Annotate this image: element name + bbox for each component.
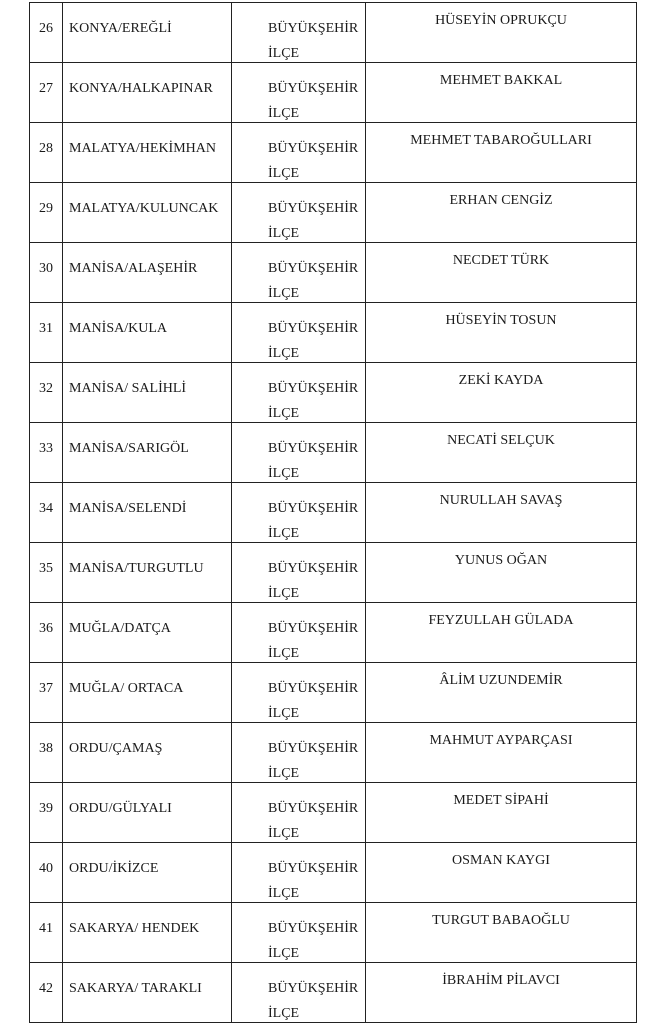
location: KONYA/HALKAPINAR xyxy=(69,81,213,96)
mayor-name: TURGUT BABAOĞLU xyxy=(432,913,570,928)
mayor-name: HÜSEYİN TOSUN xyxy=(445,313,557,328)
row-number: 26 xyxy=(39,21,53,36)
location-cell xyxy=(63,603,232,663)
location: MANİSA/SARIGÖL xyxy=(69,441,189,456)
location-cell xyxy=(63,423,232,483)
location-cell xyxy=(63,3,232,63)
row-number-cell xyxy=(30,183,63,243)
type-line-1: BÜYÜKŞEHİR xyxy=(268,201,359,216)
type-line-2: İLÇE xyxy=(268,706,300,721)
row-number-cell xyxy=(30,363,63,423)
name-cell xyxy=(366,243,637,303)
mayor-name: OSMAN KAYGI xyxy=(452,853,550,868)
location: MANİSA/SELENDİ xyxy=(69,501,187,516)
row-number-cell xyxy=(30,963,63,1023)
table-row xyxy=(30,843,637,903)
location-cell xyxy=(63,483,232,543)
name-cell xyxy=(366,783,637,843)
type-line-1: BÜYÜKŞEHİR xyxy=(268,321,359,336)
row-number-cell xyxy=(30,63,63,123)
type-line-1: BÜYÜKŞEHİR xyxy=(268,681,359,696)
mayor-name: MAHMUT AYPARÇASI xyxy=(429,733,573,748)
mayor-name: NECATİ SELÇUK xyxy=(447,433,555,448)
name-cell xyxy=(366,183,637,243)
name-cell xyxy=(366,3,637,63)
mayor-table xyxy=(29,2,637,1023)
name-cell xyxy=(366,123,637,183)
row-number: 34 xyxy=(39,501,53,516)
location: MALATYA/KULUNCAK xyxy=(69,201,219,216)
type-line-2: İLÇE xyxy=(268,1006,300,1021)
location-cell xyxy=(63,183,232,243)
type-line-1: BÜYÜKŞEHİR xyxy=(268,561,359,576)
table-row xyxy=(30,483,637,543)
location: ORDU/GÜLYALI xyxy=(69,801,172,816)
mayor-name: YUNUS OĞAN xyxy=(454,553,548,568)
location-cell xyxy=(63,303,232,363)
type-line-2: İLÇE xyxy=(268,466,300,481)
name-cell xyxy=(366,843,637,903)
name-cell xyxy=(366,363,637,423)
row-number: 38 xyxy=(39,741,53,756)
table-row xyxy=(30,303,637,363)
type-cell xyxy=(232,543,366,603)
location-cell xyxy=(63,663,232,723)
row-number-cell xyxy=(30,723,63,783)
location: ORDU/İKİZCE xyxy=(69,861,159,876)
row-number-cell xyxy=(30,123,63,183)
row-number-cell xyxy=(30,423,63,483)
table-row xyxy=(30,63,637,123)
table-row xyxy=(30,603,637,663)
table-row xyxy=(30,663,637,723)
mayor-name: MEHMET BAKKAL xyxy=(439,73,563,88)
location: MANİSA/KULA xyxy=(69,321,167,336)
mayor-name: FEYZULLAH GÜLADA xyxy=(428,613,574,628)
location: MALATYA/HEKİMHAN xyxy=(69,141,216,156)
type-line-2: İLÇE xyxy=(268,526,300,541)
type-line-2: İLÇE xyxy=(268,946,300,961)
type-cell xyxy=(232,243,366,303)
location: MANİSA/ SALİHLİ xyxy=(69,381,187,396)
type-cell xyxy=(232,843,366,903)
row-number: 36 xyxy=(39,621,53,636)
row-number-cell xyxy=(30,903,63,963)
type-line-2: İLÇE xyxy=(268,406,300,421)
table-row xyxy=(30,903,637,963)
type-line-2: İLÇE xyxy=(268,646,300,661)
location: SAKARYA/ TARAKLI xyxy=(69,981,202,996)
name-cell xyxy=(366,303,637,363)
type-line-1: BÜYÜKŞEHİR xyxy=(268,381,359,396)
row-number-cell xyxy=(30,243,63,303)
location: KONYA/EREĞLİ xyxy=(69,21,172,36)
location: MUĞLA/DATÇA xyxy=(69,621,171,636)
row-number: 31 xyxy=(39,321,53,336)
row-number: 32 xyxy=(39,381,53,396)
type-cell xyxy=(232,783,366,843)
row-number-cell xyxy=(30,543,63,603)
type-line-2: İLÇE xyxy=(268,286,300,301)
name-cell xyxy=(366,483,637,543)
row-number-cell xyxy=(30,303,63,363)
location: MANİSA/TURGUTLU xyxy=(69,561,204,576)
type-cell xyxy=(232,363,366,423)
table-row xyxy=(30,543,637,603)
name-cell xyxy=(366,423,637,483)
row-number-cell xyxy=(30,783,63,843)
type-line-1: BÜYÜKŞEHİR xyxy=(268,741,359,756)
row-number-cell xyxy=(30,603,63,663)
row-number-cell xyxy=(30,3,63,63)
type-line-2: İLÇE xyxy=(268,106,300,121)
type-cell xyxy=(232,963,366,1023)
type-cell xyxy=(232,63,366,123)
mayor-name: ERHAN CENGİZ xyxy=(449,193,553,208)
location: MANİSA/ALAŞEHİR xyxy=(69,261,198,276)
type-cell xyxy=(232,183,366,243)
type-line-2: İLÇE xyxy=(268,766,300,781)
name-cell xyxy=(366,543,637,603)
type-line-1: BÜYÜKŞEHİR xyxy=(268,801,359,816)
location-cell xyxy=(63,543,232,603)
type-cell xyxy=(232,723,366,783)
table-row xyxy=(30,723,637,783)
type-line-1: BÜYÜKŞEHİR xyxy=(268,141,359,156)
type-line-2: İLÇE xyxy=(268,46,300,61)
row-number: 29 xyxy=(39,201,53,216)
type-line-1: BÜYÜKŞEHİR xyxy=(268,861,359,876)
type-line-1: BÜYÜKŞEHİR xyxy=(268,501,359,516)
location: SAKARYA/ HENDEK xyxy=(69,921,200,936)
mayor-name: ÂLİM UZUNDEMİR xyxy=(439,673,563,688)
type-line-1: BÜYÜKŞEHİR xyxy=(268,921,359,936)
table-row xyxy=(30,183,637,243)
name-cell xyxy=(366,963,637,1023)
table-row xyxy=(30,963,637,1023)
table-row xyxy=(30,3,637,63)
row-number: 37 xyxy=(39,681,53,696)
row-number: 39 xyxy=(39,801,53,816)
type-line-2: İLÇE xyxy=(268,346,300,361)
type-cell xyxy=(232,483,366,543)
type-cell xyxy=(232,603,366,663)
row-number: 33 xyxy=(39,441,53,456)
type-line-1: BÜYÜKŞEHİR xyxy=(268,621,359,636)
row-number: 42 xyxy=(39,981,53,996)
mayor-name: İBRAHİM PİLAVCI xyxy=(442,973,560,988)
mayor-name: ZEKİ KAYDA xyxy=(458,373,544,388)
mayor-name: NECDET TÜRK xyxy=(452,253,550,268)
location: MUĞLA/ ORTACA xyxy=(69,681,184,696)
location: ORDU/ÇAMAŞ xyxy=(69,741,163,756)
row-number-cell xyxy=(30,843,63,903)
type-cell xyxy=(232,3,366,63)
type-line-2: İLÇE xyxy=(268,586,300,601)
row-number: 35 xyxy=(39,561,53,576)
row-number: 27 xyxy=(39,81,53,96)
type-line-2: İLÇE xyxy=(268,886,300,901)
type-line-1: BÜYÜKŞEHİR xyxy=(268,21,359,36)
document-page xyxy=(29,2,637,1023)
row-number-cell xyxy=(30,483,63,543)
type-line-2: İLÇE xyxy=(268,226,300,241)
mayor-name: MEDET SİPAHİ xyxy=(453,793,549,808)
mayor-name: MEHMET TABAROĞULLARI xyxy=(410,133,592,148)
type-line-1: BÜYÜKŞEHİR xyxy=(268,981,359,996)
row-number: 30 xyxy=(39,261,53,276)
location-cell xyxy=(63,783,232,843)
location-cell xyxy=(63,963,232,1023)
type-line-1: BÜYÜKŞEHİR xyxy=(268,441,359,456)
location-cell xyxy=(63,903,232,963)
type-line-2: İLÇE xyxy=(268,826,300,841)
type-line-1: BÜYÜKŞEHİR xyxy=(268,261,359,276)
type-line-1: BÜYÜKŞEHİR xyxy=(268,81,359,96)
location-cell xyxy=(63,63,232,123)
mayor-name: NURULLAH SAVAŞ xyxy=(439,493,563,508)
type-cell xyxy=(232,663,366,723)
location-cell xyxy=(63,363,232,423)
row-number: 40 xyxy=(39,861,53,876)
type-cell xyxy=(232,423,366,483)
name-cell xyxy=(366,63,637,123)
mayor-name: HÜSEYİN OPRUKÇU xyxy=(435,13,567,28)
name-cell xyxy=(366,603,637,663)
table-row xyxy=(30,783,637,843)
type-line-2: İLÇE xyxy=(268,166,300,181)
type-cell xyxy=(232,903,366,963)
name-cell xyxy=(366,723,637,783)
table-row xyxy=(30,243,637,303)
name-cell xyxy=(366,663,637,723)
location-cell xyxy=(63,243,232,303)
table-body xyxy=(30,3,637,1023)
table-row xyxy=(30,363,637,423)
location-cell xyxy=(63,843,232,903)
table-row xyxy=(30,423,637,483)
table-row xyxy=(30,123,637,183)
row-number: 41 xyxy=(39,921,53,936)
location-cell xyxy=(63,723,232,783)
type-cell xyxy=(232,303,366,363)
row-number-cell xyxy=(30,663,63,723)
location-cell xyxy=(63,123,232,183)
row-number: 28 xyxy=(39,141,53,156)
type-cell xyxy=(232,123,366,183)
name-cell xyxy=(366,903,637,963)
